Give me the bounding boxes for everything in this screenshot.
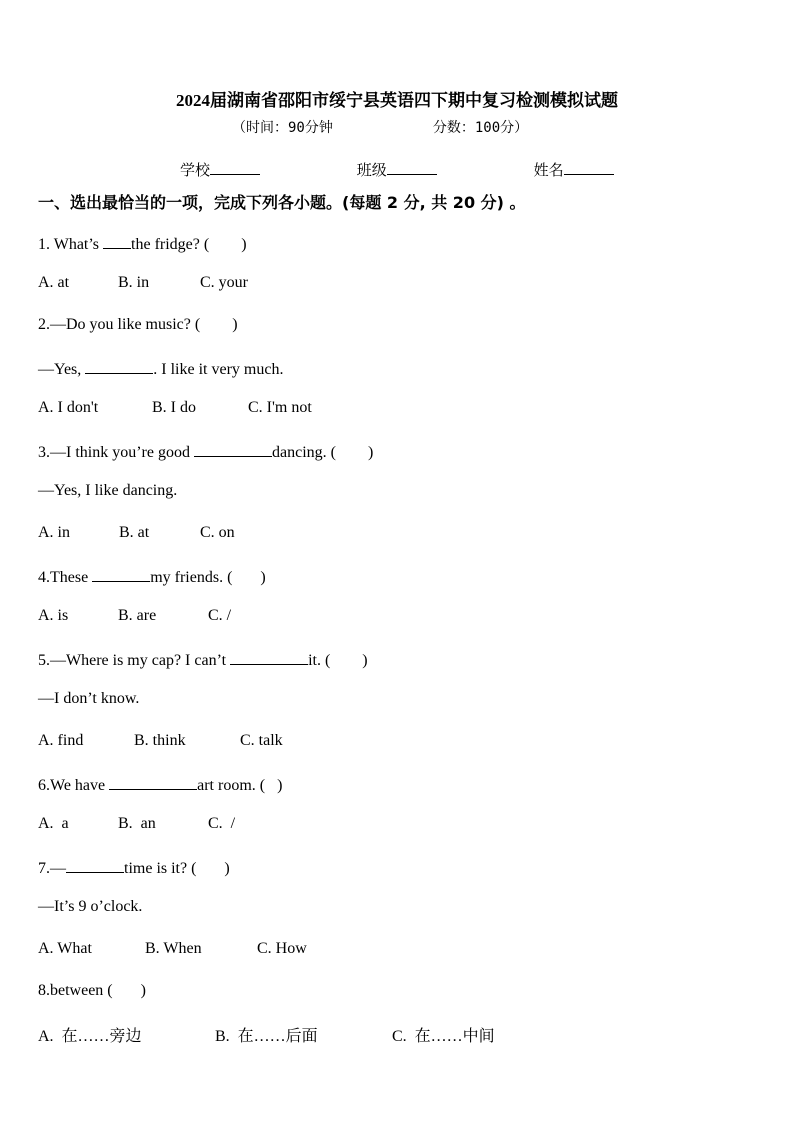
- q5-options: [38, 732, 283, 750]
- q7-text-pre: 7.—: [38, 860, 66, 877]
- q8-option-a: A. 在……旁边: [38, 1028, 142, 1045]
- exam-info: [232, 117, 528, 137]
- section-heading: 一、选出最恰当的一项，完成下列各小题。(每题 2 分, 共 20 分) 。: [38, 193, 526, 212]
- school-blank: [210, 160, 260, 175]
- q5-text-pre: 5.—Where is my cap? I can’t: [38, 652, 231, 669]
- page-title: 2024届湖南省邵阳市绥宁县英语四下期中复习检测模拟试题: [176, 91, 618, 110]
- q5-option-c: C. talk: [240, 732, 283, 749]
- name-field: [534, 159, 614, 180]
- q4-option-a: A. is: [38, 607, 69, 624]
- q2-blank: [85, 358, 153, 374]
- q1-option-a: A. at: [38, 274, 70, 291]
- q5-option-a: A. find: [38, 732, 84, 749]
- q2-option-a: A. I don't: [38, 399, 99, 416]
- q1-option-c: C. your: [200, 274, 248, 291]
- q4-text-post: my friends. ( ): [150, 569, 266, 586]
- name-blank: [564, 160, 614, 175]
- q2-text-post: . I like it very much.: [153, 361, 284, 378]
- q5-option-b: B. think: [134, 732, 186, 749]
- question-7: [38, 857, 230, 878]
- q6-options: [38, 815, 235, 833]
- school-field: [180, 159, 260, 180]
- question-5: [38, 649, 368, 670]
- q2-reply: [38, 358, 283, 379]
- q6-text-pre: 6.We have: [38, 777, 110, 794]
- class-blank: [387, 160, 437, 175]
- class-field: [357, 159, 437, 180]
- q7-option-a: A. What: [38, 940, 92, 957]
- question-4: [38, 566, 266, 587]
- exam-score: 分数：100分）: [432, 120, 529, 136]
- question-3: [38, 441, 373, 462]
- q4-option-c: C. /: [208, 607, 232, 624]
- q3-option-c: C. on: [200, 524, 235, 541]
- q6-option-b: B. an: [118, 815, 156, 832]
- q5-blank: [230, 649, 308, 665]
- q1-option-b: B. in: [118, 274, 150, 291]
- q2-text-pre: —Yes,: [38, 361, 86, 378]
- school-label: 学校: [180, 161, 211, 179]
- student-info-fields: [180, 159, 614, 180]
- q3-text-post: dancing. ( ): [271, 444, 374, 461]
- q3-option-b: B. at: [119, 524, 150, 541]
- exam-time: （时间：90分钟: [232, 120, 333, 136]
- q4-blank: [92, 566, 150, 582]
- question-6: [38, 774, 282, 795]
- question-8: 8.between ( ): [38, 982, 146, 999]
- q8-option-b: B. 在……后面: [215, 1028, 318, 1045]
- q2-option-c: C. I'm not: [248, 399, 312, 416]
- q6-option-c: C. /: [208, 815, 236, 832]
- class-label: 班级: [356, 161, 387, 179]
- q7-blank: [66, 857, 124, 873]
- q7-option-b: B. When: [145, 940, 202, 957]
- q6-blank: [109, 774, 197, 790]
- q3-text-pre: 3.—I think you’re good: [38, 444, 194, 461]
- q2-option-b: B. I do: [152, 399, 196, 416]
- q5-text-post: it. ( ): [308, 652, 368, 669]
- q8-options: [38, 1023, 495, 1046]
- q7-text-post: time is it? ( ): [124, 860, 230, 877]
- name-label: 姓名: [533, 161, 564, 179]
- q5-reply: —I don’t know.: [38, 690, 140, 707]
- q3-option-a: A. in: [38, 524, 70, 541]
- q7-reply: —It’s 9 o’clock.: [38, 898, 143, 915]
- q7-options: [38, 940, 307, 958]
- q1-options: [38, 274, 248, 292]
- q1-blank: [103, 233, 131, 249]
- q3-blank: [194, 441, 272, 457]
- q2-options: [38, 399, 312, 417]
- q4-options: [38, 607, 231, 625]
- q8-option-c: C. 在……中间: [392, 1028, 495, 1045]
- q4-text-pre: 4.These: [38, 569, 93, 586]
- q3-options: [38, 524, 235, 542]
- q4-option-b: B. are: [118, 607, 157, 624]
- q6-text-post: art room. ( ): [197, 777, 283, 794]
- q1-text-pre: 1. What’s: [38, 236, 104, 253]
- question-1: [38, 233, 247, 254]
- question-2: 2.—Do you like music? ( ): [38, 316, 238, 333]
- q6-option-a: A. a: [38, 815, 69, 832]
- q1-text-post: the fridge? ( ): [131, 236, 247, 253]
- q3-reply: —Yes, I like dancing.: [38, 482, 178, 499]
- q7-option-c: C. How: [257, 940, 307, 957]
